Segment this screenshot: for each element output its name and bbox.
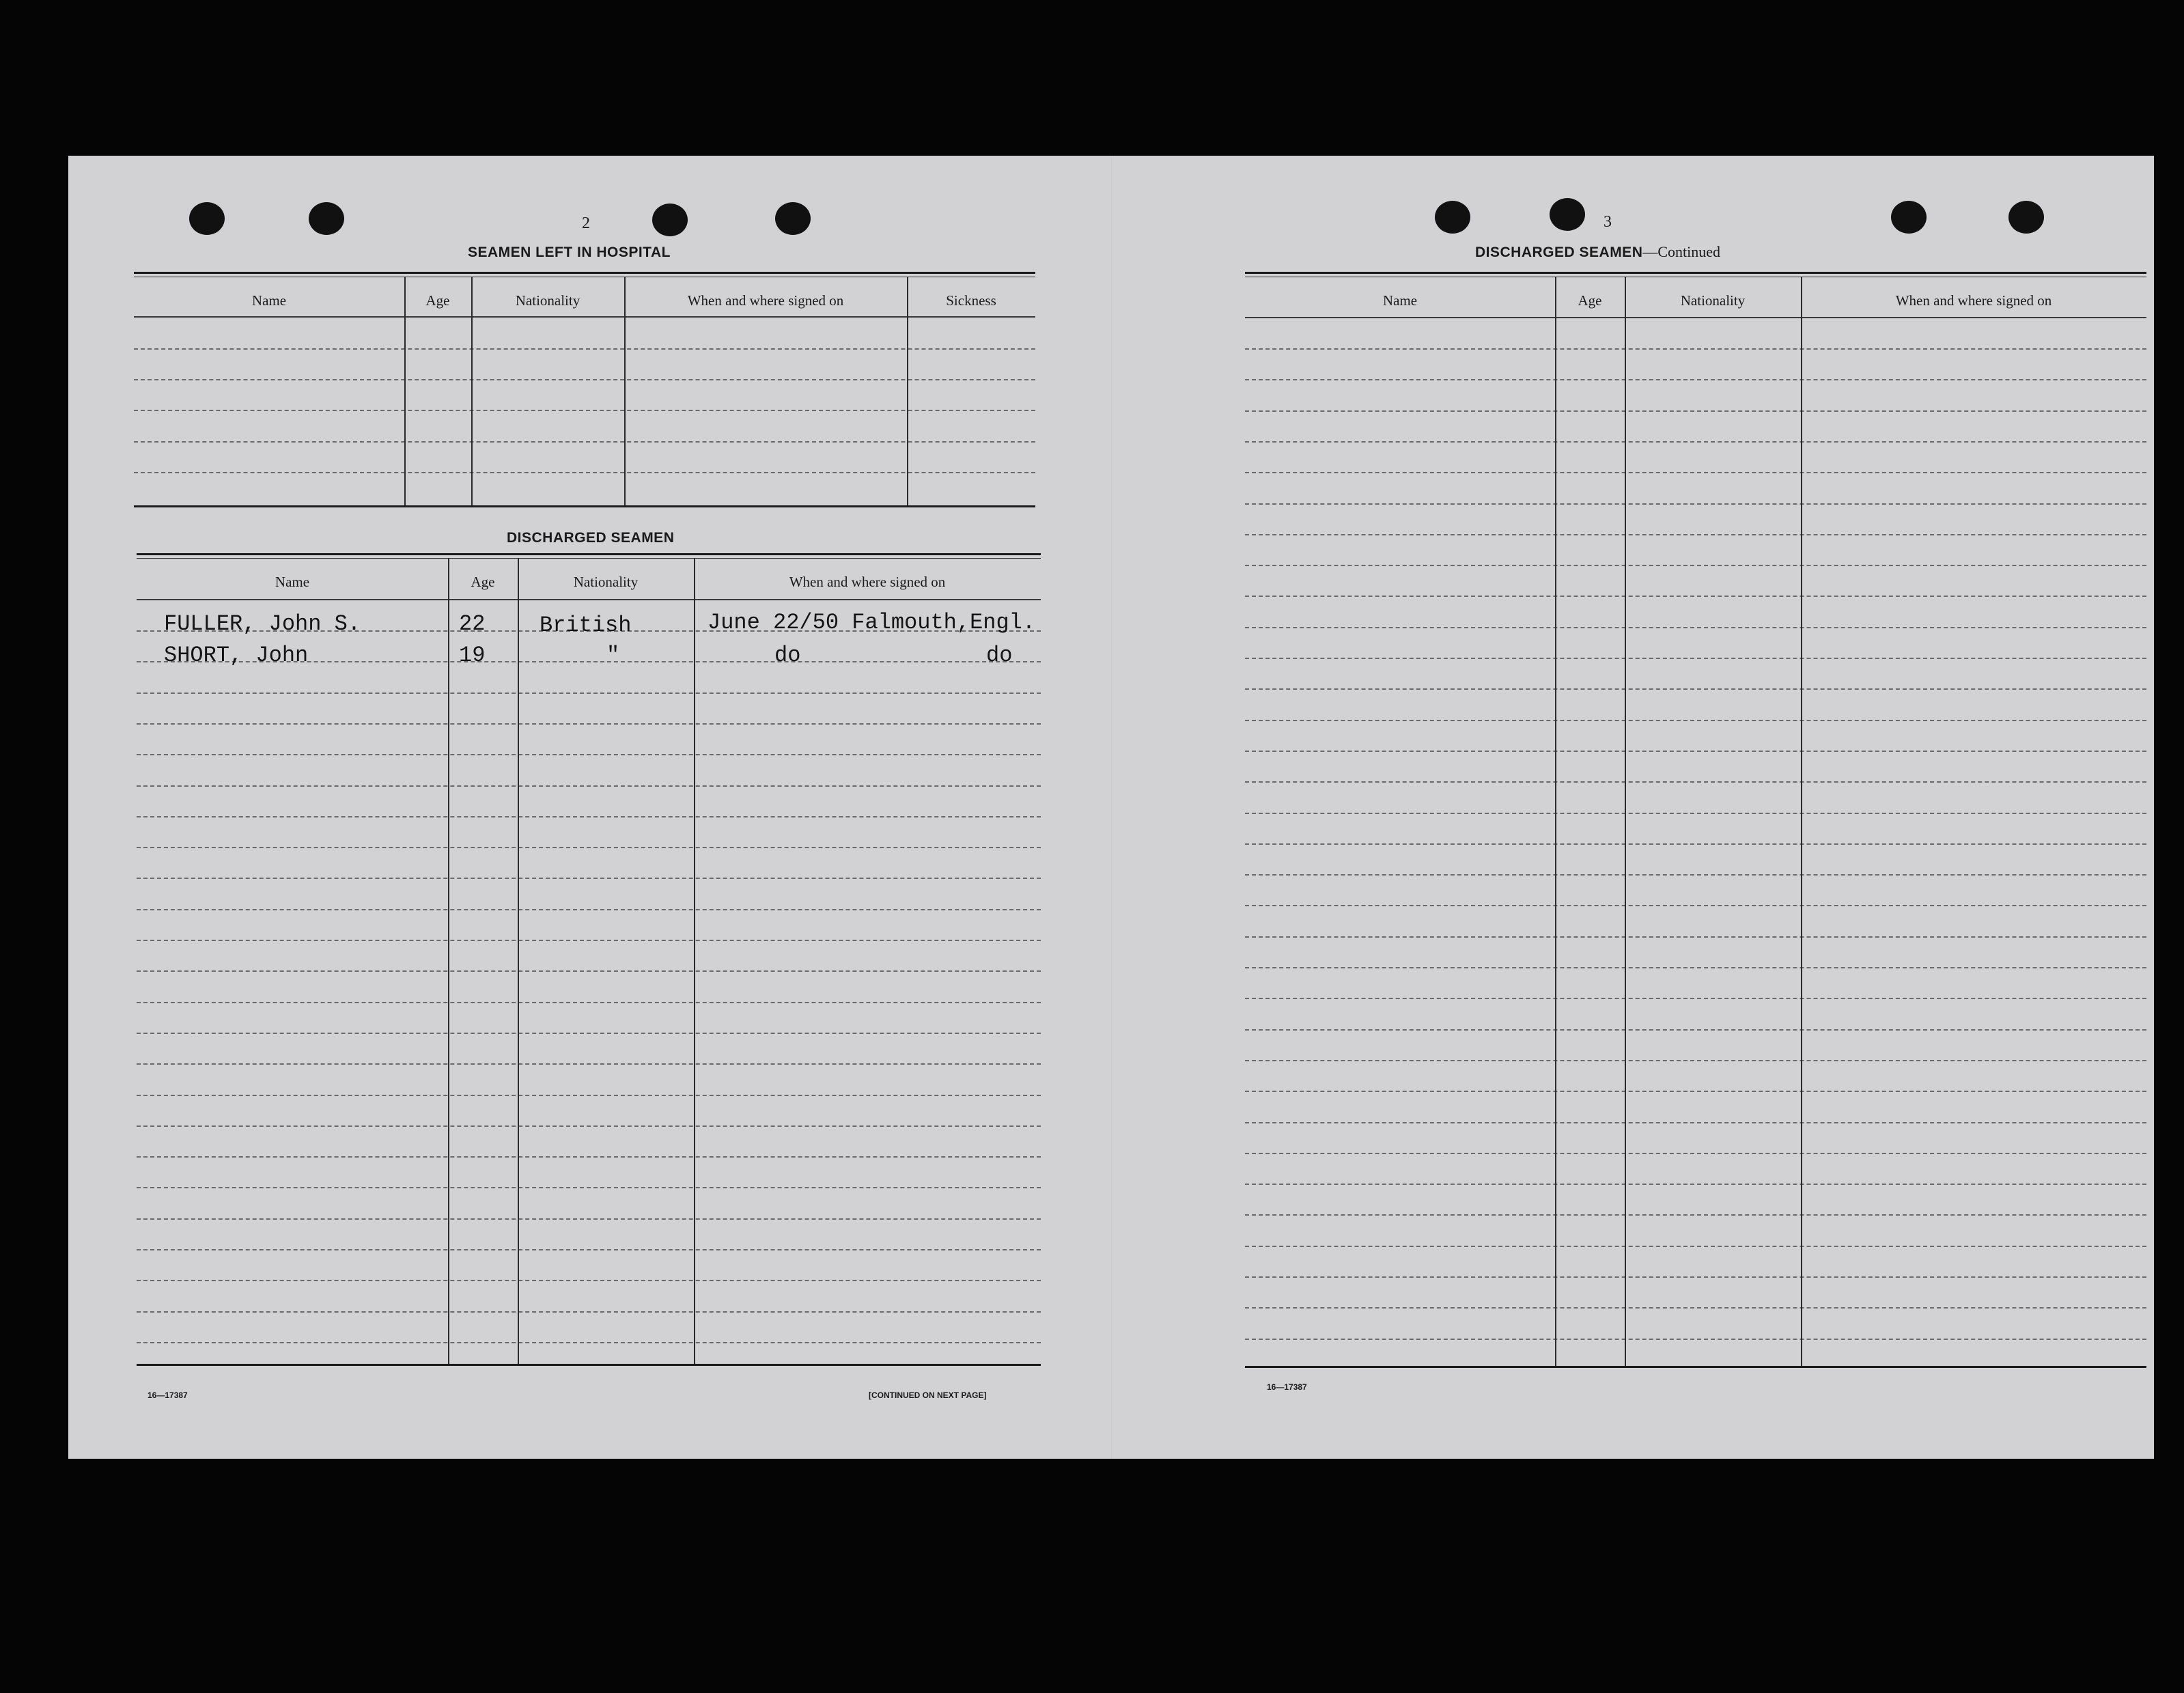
seaman-signed-on-where: do [986,643,1013,668]
left-page [68,156,1111,1459]
ruled-line [137,692,1041,694]
ruled-line [1245,874,2146,876]
ruled-line [1245,503,2146,505]
ruled-line [1245,1307,2146,1309]
page-number: 3 [1604,213,1612,231]
discharged-table [137,553,1041,1370]
document-sheet [68,156,2154,1459]
ruled-line [1245,967,2146,968]
right-page [1111,156,2154,1459]
ruled-line [1245,441,2146,443]
column-header-name: Name [251,292,287,309]
hospital-section-title: SEAMEN LEFT IN HOSPITAL [468,244,671,260]
ruled-line [1245,905,2146,906]
ruled-line [137,723,1041,725]
ruled-line [1245,1060,2146,1061]
ruled-line [1245,348,2146,350]
ruled-line [137,909,1041,910]
ruled-line [137,1280,1041,1281]
ruled-line [1245,410,2146,412]
ruled-line [1245,565,2146,566]
ruled-line [137,1063,1041,1065]
seaman-name: FULLER, John S. [164,611,361,636]
ruled-line [137,1125,1041,1127]
ruled-line [137,1187,1041,1188]
ruled-line [1245,720,2146,721]
ruled-line [1245,1184,2146,1185]
ruled-line [137,1095,1041,1096]
ruled-line [1245,688,2146,690]
ruled-line [1245,1029,2146,1031]
discharged-continued-title [1475,243,1720,261]
ruled-line [1245,1339,2146,1340]
seaman-signed-on: do [774,643,801,668]
form-number: 16—17387 [1267,1382,1307,1392]
ruled-line [1245,1246,2146,1247]
column-header-nationality: Nationality [1680,292,1746,309]
ruled-line [1245,1122,2146,1123]
seaman-nationality: " [606,643,620,668]
ruled-line [137,1311,1041,1313]
punch-hole [2008,201,2044,234]
punch-hole [652,204,688,236]
ruled-line [1245,781,2146,783]
ruled-line [137,1218,1041,1220]
ruled-line [1245,843,2146,845]
seaman-name: SHORT, John [164,643,309,668]
column-header-signed-on: When and where signed on [687,292,844,309]
form-number: 16—17387 [148,1390,188,1400]
ruled-line [1245,534,2146,535]
seaman-nationality: British [540,613,632,638]
ruled-line [1245,751,2146,752]
punch-hole [189,202,225,235]
column-header-name: Name [1382,292,1418,309]
punch-hole [1435,201,1470,234]
column-header-nationality: Nationality [515,292,580,309]
ruled-line [1245,1214,2146,1216]
column-header-age: Age [1578,292,1602,309]
ruled-line [137,878,1041,879]
seaman-age: 22 [459,611,486,636]
seaman-signed-on: June 22/50 Falmouth,Engl. [708,610,1036,635]
title-suffix: —Continued [1642,243,1721,260]
column-header-signed-on: When and where signed on [789,574,946,590]
column-header-age: Age [471,574,495,590]
ruled-line [1245,658,2146,659]
discharged-continued-table [1245,272,2146,1367]
ruled-line [1245,379,2146,380]
column-header-age: Age [425,292,450,309]
ruled-line [1245,472,2146,473]
page-number: 2 [582,214,590,232]
ruled-line [137,1156,1041,1158]
title-main: DISCHARGED SEAMEN [1475,244,1643,260]
ruled-line [1245,596,2146,597]
discharged-section-title: DISCHARGED SEAMEN [507,530,675,546]
ruled-line [1245,1091,2146,1092]
column-header-sickness: Sickness [946,292,996,309]
column-header-name: Name [275,574,310,590]
ruled-line [137,970,1041,972]
ruled-line [137,1002,1041,1003]
ruled-line [1245,998,2146,999]
punch-hole [1891,201,1927,234]
ruled-line [1245,936,2146,938]
ruled-line [137,940,1041,941]
ruled-line [137,785,1041,787]
ruled-line [1245,1276,2146,1278]
continued-note: [CONTINUED ON NEXT PAGE] [869,1390,987,1400]
punch-hole [309,202,344,235]
ruled-line [137,1033,1041,1034]
ruled-line [1245,1153,2146,1154]
ruled-line [137,754,1041,755]
column-header-signed-on: When and where signed on [1895,292,2052,309]
ruled-line [137,816,1041,817]
punch-hole [775,202,811,235]
seaman-age: 19 [459,643,486,668]
ruled-line [137,1342,1041,1343]
ruled-line [137,847,1041,848]
column-header-nationality: Nationality [573,574,639,590]
ruled-line [1245,813,2146,814]
ruled-line [1245,627,2146,628]
punch-hole [1550,198,1585,231]
ruled-line [137,1249,1041,1250]
